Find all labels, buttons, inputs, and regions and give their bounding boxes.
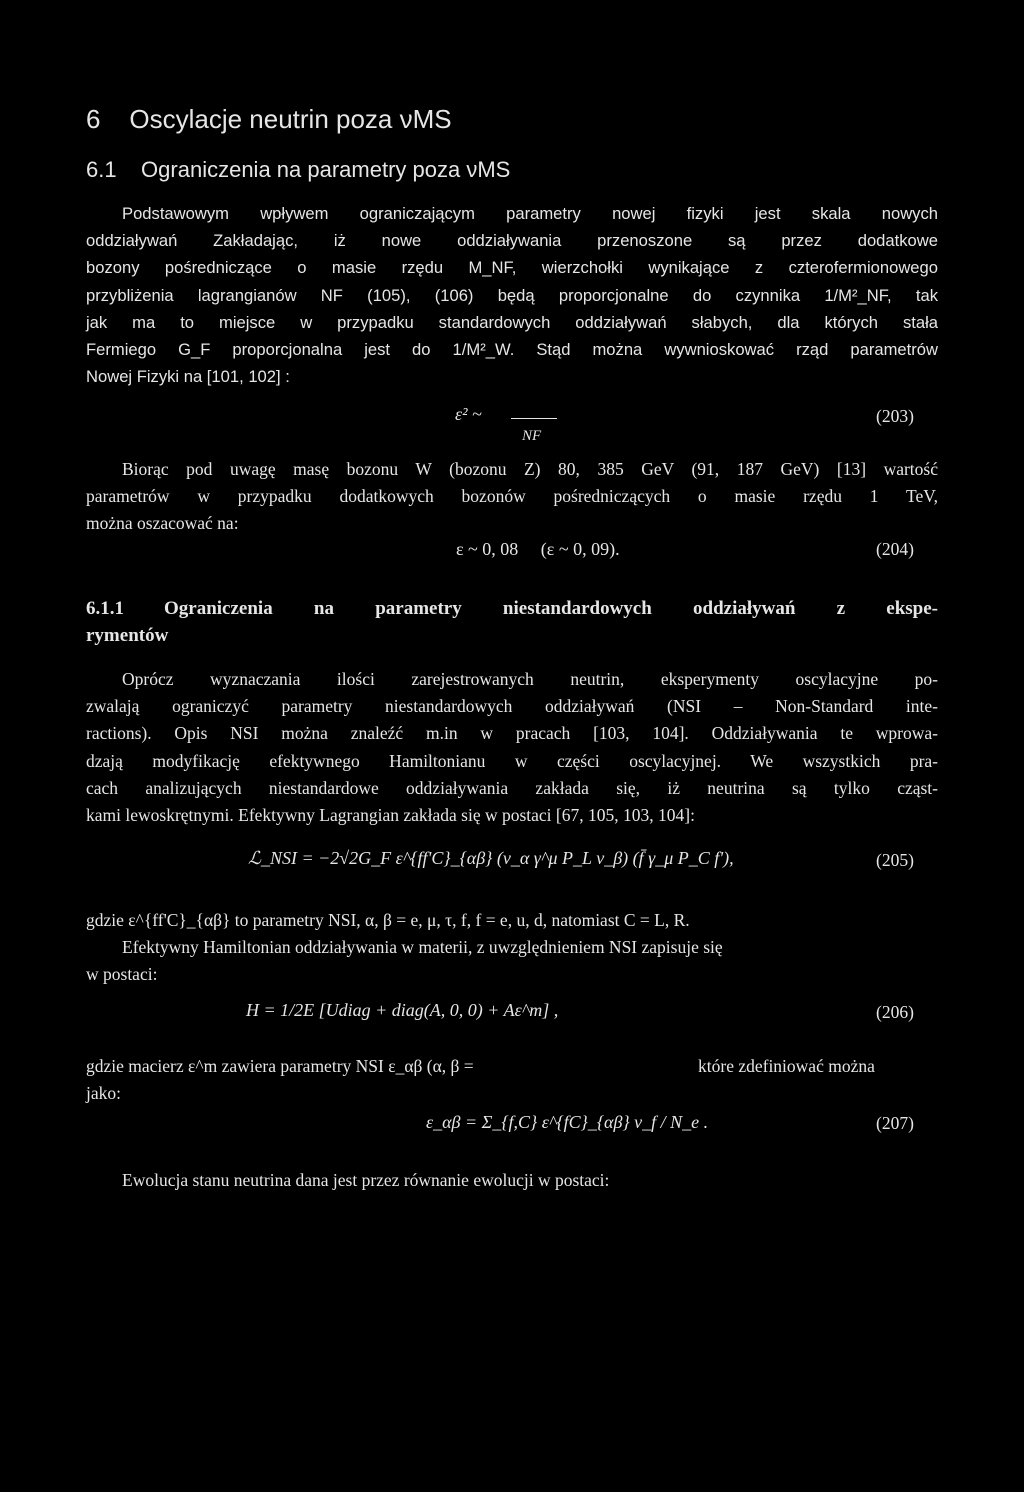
- paragraph-line: dzają modyfikację efektywnego Hamiltonianu w części oscylacyjnej. We wszystkich pra-: [86, 750, 938, 771]
- section-heading: [86, 104, 452, 135]
- subsection-heading: [86, 157, 510, 183]
- equation-number-205: (205): [876, 850, 914, 870]
- paragraph-line: Oprócz wyznaczania ilości zarejestrowanych neutrin, eksperymenty oscylacyjne po-: [122, 669, 938, 689]
- equation-number-206: (206): [876, 1002, 914, 1022]
- section-title: Oscylacje neutrin poza νMS: [129, 104, 452, 134]
- paragraph-line: oddziaływań Zakładając, iż nowe oddziaływania przenoszone są przez dodatkowe: [86, 231, 938, 251]
- equation-206: H = 1/2E [Udiag + diag(A, 0, 0) + Aε^m] ,: [246, 1000, 559, 1020]
- paragraph-line: Fermiego G_F proporcjonalna jest do 1/M²_W. Stąd można wywnioskować rząd parametrów: [86, 340, 938, 360]
- paragraph-matrix-line-left: gdzie macierz ε^m zawiera parametry NSI ε_αβ (α, β =: [86, 1056, 474, 1076]
- paragraph-nsi-params-line1: gdzie ε^{ff'C}_{αβ} to parametry NSI, α, β = e, μ, τ, f, f = e, u, d, natomiast C = L, R.: [86, 910, 690, 930]
- equation-207: ε_αβ = Σ_{f,C} ε^{fC}_{αβ} ν_f / N_e .: [426, 1112, 709, 1132]
- paragraph-boson-mass: [86, 456, 938, 538]
- equation-number-207: (207): [876, 1113, 914, 1133]
- paragraph-hamiltonian-line: Efektywny Hamiltonian oddziaływania w materii, z uwzględnieniem NSI zapisuje się: [122, 937, 723, 957]
- equation-203-denominator: NF: [522, 428, 542, 444]
- paragraph-line: Nowej Fizyki na [101, 102] :: [86, 367, 290, 387]
- subsection-title: Ograniczenia na parametry poza νMS: [141, 157, 511, 182]
- paragraph-line: jak ma to miejsce w przypadku standardowych oddziaływań słabych, dla których stała: [86, 312, 938, 332]
- paragraph-line: można oszacować na:: [86, 513, 239, 534]
- paragraph-matrix-line-right: które zdefiniować można: [698, 1056, 875, 1076]
- paragraph-line: ractions). Opis NSI można znaleźć m.in w pracach [103, 104]. Oddziaływania te wprowa-: [86, 723, 938, 744]
- paragraph-line: Podstawowym wpływem ograniczającym parametry nowej fizyki jest skala nowych: [122, 204, 938, 223]
- subsubsection-title-line1: Ograniczenia na parametry niestandardowych oddziaływań z ekspe-: [164, 598, 938, 619]
- paragraph-nsi: [86, 666, 938, 829]
- equation-204: ε ~ 0, 08 (ε ~ 0, 09).: [456, 539, 620, 559]
- subsubsection-title-line2: rymentów: [86, 625, 169, 646]
- equation-205: ℒ_NSI = −2√2G_F ε^{ff'C}_{αβ} (ν_α γ^μ P_L ν_β) (f̄ γ_μ P_C f'),: [248, 848, 734, 868]
- equation-number-204: (204): [876, 539, 914, 559]
- paragraph-line: kami lewoskrętnymi. Efektywny Lagrangian zakłada się w postaci [67, 105, 103, 104]:: [86, 805, 695, 826]
- fraction-bar: [511, 418, 557, 419]
- paragraph-evolution-line: Ewolucja stanu neutrina dana jest przez równanie ewolucji w postaci:: [122, 1170, 610, 1190]
- section-number: 6: [86, 104, 101, 134]
- paragraph-line: bozony pośredniczące o masie rzędu M_NF, wierzchołki wynikające z czterofermionowego: [86, 258, 938, 278]
- paragraph-line: przybliżenia lagrangianów NF (105), (106) będą proporcjonalne do czynnika 1/M²_NF, tak: [86, 285, 938, 305]
- paragraph-line: cach analizujących niestandardowe oddziaływania zakłada się, iż neutrina są tylko cząst-: [86, 777, 938, 798]
- subsection-number: 6.1: [86, 157, 117, 182]
- subsubsection-number: 6.1.1: [86, 598, 124, 619]
- paragraph-jako-line: jako:: [86, 1083, 121, 1103]
- paragraph-postaci-line: w postaci:: [86, 964, 158, 984]
- paragraph-line: zwalają ograniczyć parametry niestandardowych oddziaływań (NSI – Non-Standard inte-: [86, 696, 938, 717]
- equation-203-lhs: ε² ~: [455, 404, 482, 424]
- paragraph-line: Biorąc pod uwagę masę bozonu W (bozonu Z) 80, 385 GeV (91, 187 GeV) [13] wartość: [122, 459, 938, 479]
- paragraph-intro: [86, 200, 938, 390]
- paragraph-line: parametrów w przypadku dodatkowych bozonów pośredniczących o masie rzędu 1 TeV,: [86, 486, 938, 507]
- equation-number-203: (203): [876, 406, 914, 426]
